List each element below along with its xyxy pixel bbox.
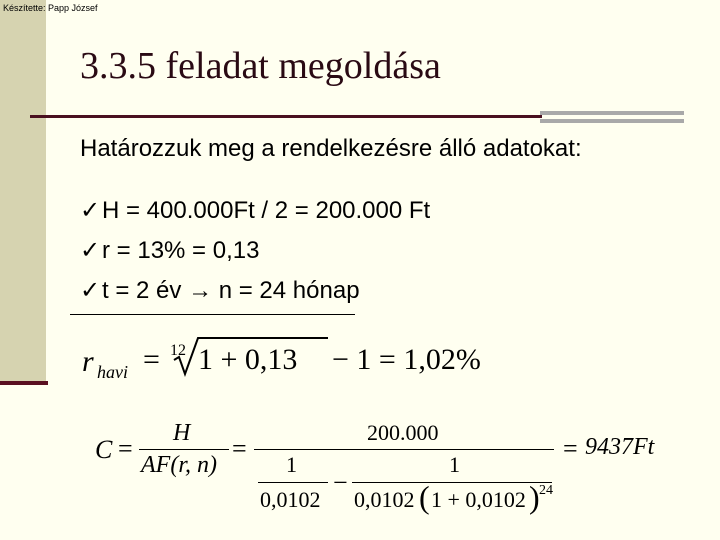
separator-line xyxy=(70,314,355,315)
list-item-text: n = 24 hónap xyxy=(218,277,360,304)
list-item-text: H = 400.000Ft / 2 = 200.000 Ft xyxy=(102,197,431,224)
intro-text: Határozzuk meg a rendelkezésre álló adatokat: xyxy=(80,135,582,162)
inner-numerator: 1 xyxy=(286,452,297,477)
inner-denominator: 0,0102 xyxy=(260,487,321,512)
list-item xyxy=(80,196,430,225)
fraction-bar xyxy=(139,449,229,450)
title-rule-accent-bottom xyxy=(540,119,684,123)
formula-lhs: C xyxy=(95,435,113,464)
fraction-bar xyxy=(254,449,554,450)
author-credit: Készítette: Papp József xyxy=(3,3,98,13)
title-rule-accent-top xyxy=(540,111,684,115)
list-item xyxy=(80,276,360,305)
list-item-text: t = 2 év xyxy=(102,277,182,304)
formula-equals: = xyxy=(118,434,133,463)
formula-lhs-var: r xyxy=(82,345,94,378)
fraction-numerator: 200.000 xyxy=(367,420,439,445)
inner-numerator: 1 xyxy=(449,452,460,477)
formula-root-index: 12 xyxy=(170,342,186,359)
list-item xyxy=(80,236,259,265)
inner-fraction-bar xyxy=(352,482,552,483)
list-item-text: r = 13% = 0,13 xyxy=(102,237,260,264)
sidebar-edge xyxy=(0,381,48,385)
formula-result: 9437Ft xyxy=(585,434,655,460)
formula-result: − 1 = 1,02% xyxy=(332,343,481,376)
inner-denominator: 0,0102 xyxy=(354,487,415,512)
title-rule xyxy=(30,115,542,118)
formula-radicand: 1 + 0,13 xyxy=(198,343,298,376)
check-icon: ✓ xyxy=(80,237,101,264)
paren-open: ( xyxy=(419,479,430,515)
check-icon: ✓ xyxy=(80,277,101,304)
formula-equals: = xyxy=(232,434,247,463)
formula-lhs-sub: havi xyxy=(97,362,128,382)
arrow-right-icon: → xyxy=(188,277,213,304)
exponent: 24 xyxy=(539,483,553,498)
fraction-numerator: H xyxy=(173,420,191,446)
check-icon: ✓ xyxy=(80,197,101,224)
inner-denominator: 1 + 0,0102 xyxy=(431,487,526,512)
sidebar-decoration xyxy=(0,0,46,383)
formula-equals: = xyxy=(143,343,160,376)
slide-title: 3.3.5 feladat megoldása xyxy=(80,45,441,87)
minus-sign: − xyxy=(333,468,348,497)
formula-equals: = xyxy=(563,434,578,463)
inner-fraction-bar xyxy=(258,482,328,483)
paren-close: ) xyxy=(529,479,540,515)
fraction-denominator: AF(r, n) xyxy=(141,452,217,478)
